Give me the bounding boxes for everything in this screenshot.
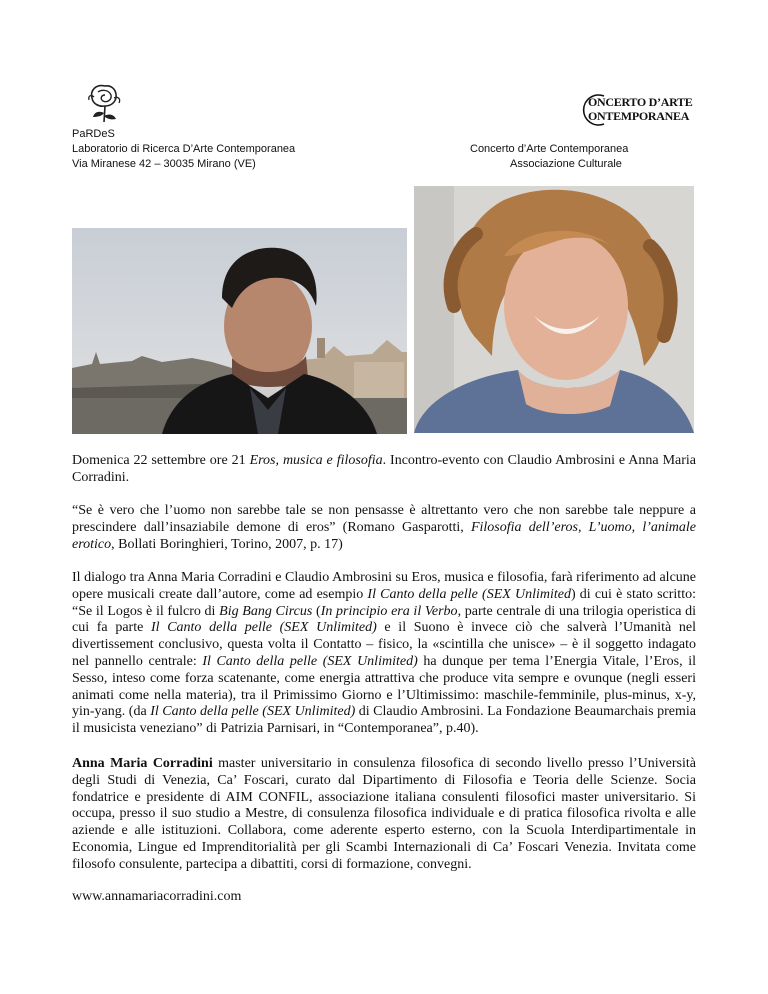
dialogue-text: di Claudio Ambrosini. La Fondazione Beaumarchais premia il musicista veneziano” di Patrizia Parnisari, in “Contemporanea”, p.40). xyxy=(72,704,696,737)
logo-text-line2: ONTEMPORANEA xyxy=(588,109,690,123)
event-announcement xyxy=(72,453,696,487)
event-title: Eros, musica e filosofia xyxy=(249,453,383,468)
header-right-association xyxy=(470,142,628,172)
org-name: PaRDeS xyxy=(72,128,115,140)
website-link[interactable]: www.annamariacorradini.com xyxy=(72,889,242,904)
work-title: In principio era il Verbo xyxy=(320,603,458,619)
quote-paragraph xyxy=(72,503,696,553)
bio-name: Anna Maria Corradini xyxy=(72,756,213,771)
dialogue-text: ha dunque per tema l’Energia Vitale, l’Eros, il Sesso, inteso come forza scatenante, come energia attrattiva che produce vita sempre e ovunque (negli esseri animati come nella materia), tra il Primissimo Giorno e l’Ultimissimo: maschile-femminile, plus-minus, x-y, yin-yang. (da xyxy=(72,653,697,720)
quote-text: “Se è vero che l’uomo non sarebbe tale se non pensasse è altrettanto vero che non sarebbe tale neppure a prescindere dall’insaziabile demone di eros” (Romano Gasparotti, xyxy=(72,503,696,535)
header-left-address xyxy=(72,127,295,172)
association-type: Associazione Culturale xyxy=(510,158,622,170)
photo-anna-maria-corradini xyxy=(414,186,694,433)
work-title: Il Canto della pelle (SEX Unlimited xyxy=(367,586,571,602)
concerto-arte-logo xyxy=(578,92,700,128)
event-date: Domenica 22 settembre ore 21 xyxy=(72,453,250,468)
dialogue-text: Il dialogo tra Anna Maria Corradini e Claudio Ambrosini su Eros, musica e filosofia, farà riferimento ad alcune opere musicali create dall’autore, come ad esempio xyxy=(72,570,696,602)
dialogue-text: ( xyxy=(312,603,321,619)
bio-text: master universitario in consulenza filosofica di secondo livello presso l’Università degli Studi di Venezia, Ca’ Foscari, curato dal Dipartimento di Filosofia e Teoria delle Scienze. Socia fondatrice e presidente di AIM CONFIL, associazione italiana consulenti filosofici master universitario. Si occupa, presso il suo studio a Mestre, di consulenza filosofica individuale e di pratica filosofica rivolta e alle aziende e alle istituzioni. Collabora, come aderente esperto esterno, con la Scuola Interdipartimentale in Economia, Lingue ed Imprenditorialità per gli Scambi Internazionali di Ca’ Foscari Venezia. Invitata come filosofo consulente, partecipa a dibattiti, corsi di formazione, convegni. xyxy=(72,756,697,872)
association-name: Concerto d’Arte Contemporanea xyxy=(470,143,629,155)
quote-source: , Bollati Boringhieri, Torino, 2007, p. 17) xyxy=(111,536,343,552)
work-title: Big Bang Circus xyxy=(219,603,313,619)
dialogue-text: e il Suono è invece ciò che salverà l’Umanità nel divertissement conclusivo, questa volta il Contatto – fisico, la «scintilla che unisce» – è il soggetto indagato nel pannello centrale: xyxy=(72,620,697,669)
quote-book-title: Filosofia dell’eros, L’uomo, l’animale erotico xyxy=(72,519,697,552)
photo-claudio-ambrosini xyxy=(72,228,407,434)
dialogue-text: ) di cui è stato scritto: “Se il Logos è il fulcro di xyxy=(72,586,696,619)
work-title: Il Canto della pelle (SEX Unlimited) xyxy=(150,620,377,636)
work-title: Il Canto della pelle (SEX Unlimited) xyxy=(202,653,418,669)
work-title: Il Canto della pelle (SEX Unlimited) xyxy=(150,704,356,720)
org-lab: Laboratorio di Ricerca D’Arte Contemporanea xyxy=(72,143,296,155)
event-description: . Incontro-evento con Claudio Ambrosini e Anna Maria Corradini. xyxy=(72,453,697,485)
org-address: Via Miranese 42 – 30035 Mirano (VE) xyxy=(72,158,256,170)
bio-paragraph xyxy=(72,756,696,874)
dialogue-paragraph xyxy=(72,570,696,738)
pardes-rose-logo xyxy=(82,80,128,124)
logo-text-line1: ONCERTO D’ARTE xyxy=(588,95,693,109)
dialogue-text: , parte centrale di una trilogia operistica di cui fa parte xyxy=(72,603,697,636)
